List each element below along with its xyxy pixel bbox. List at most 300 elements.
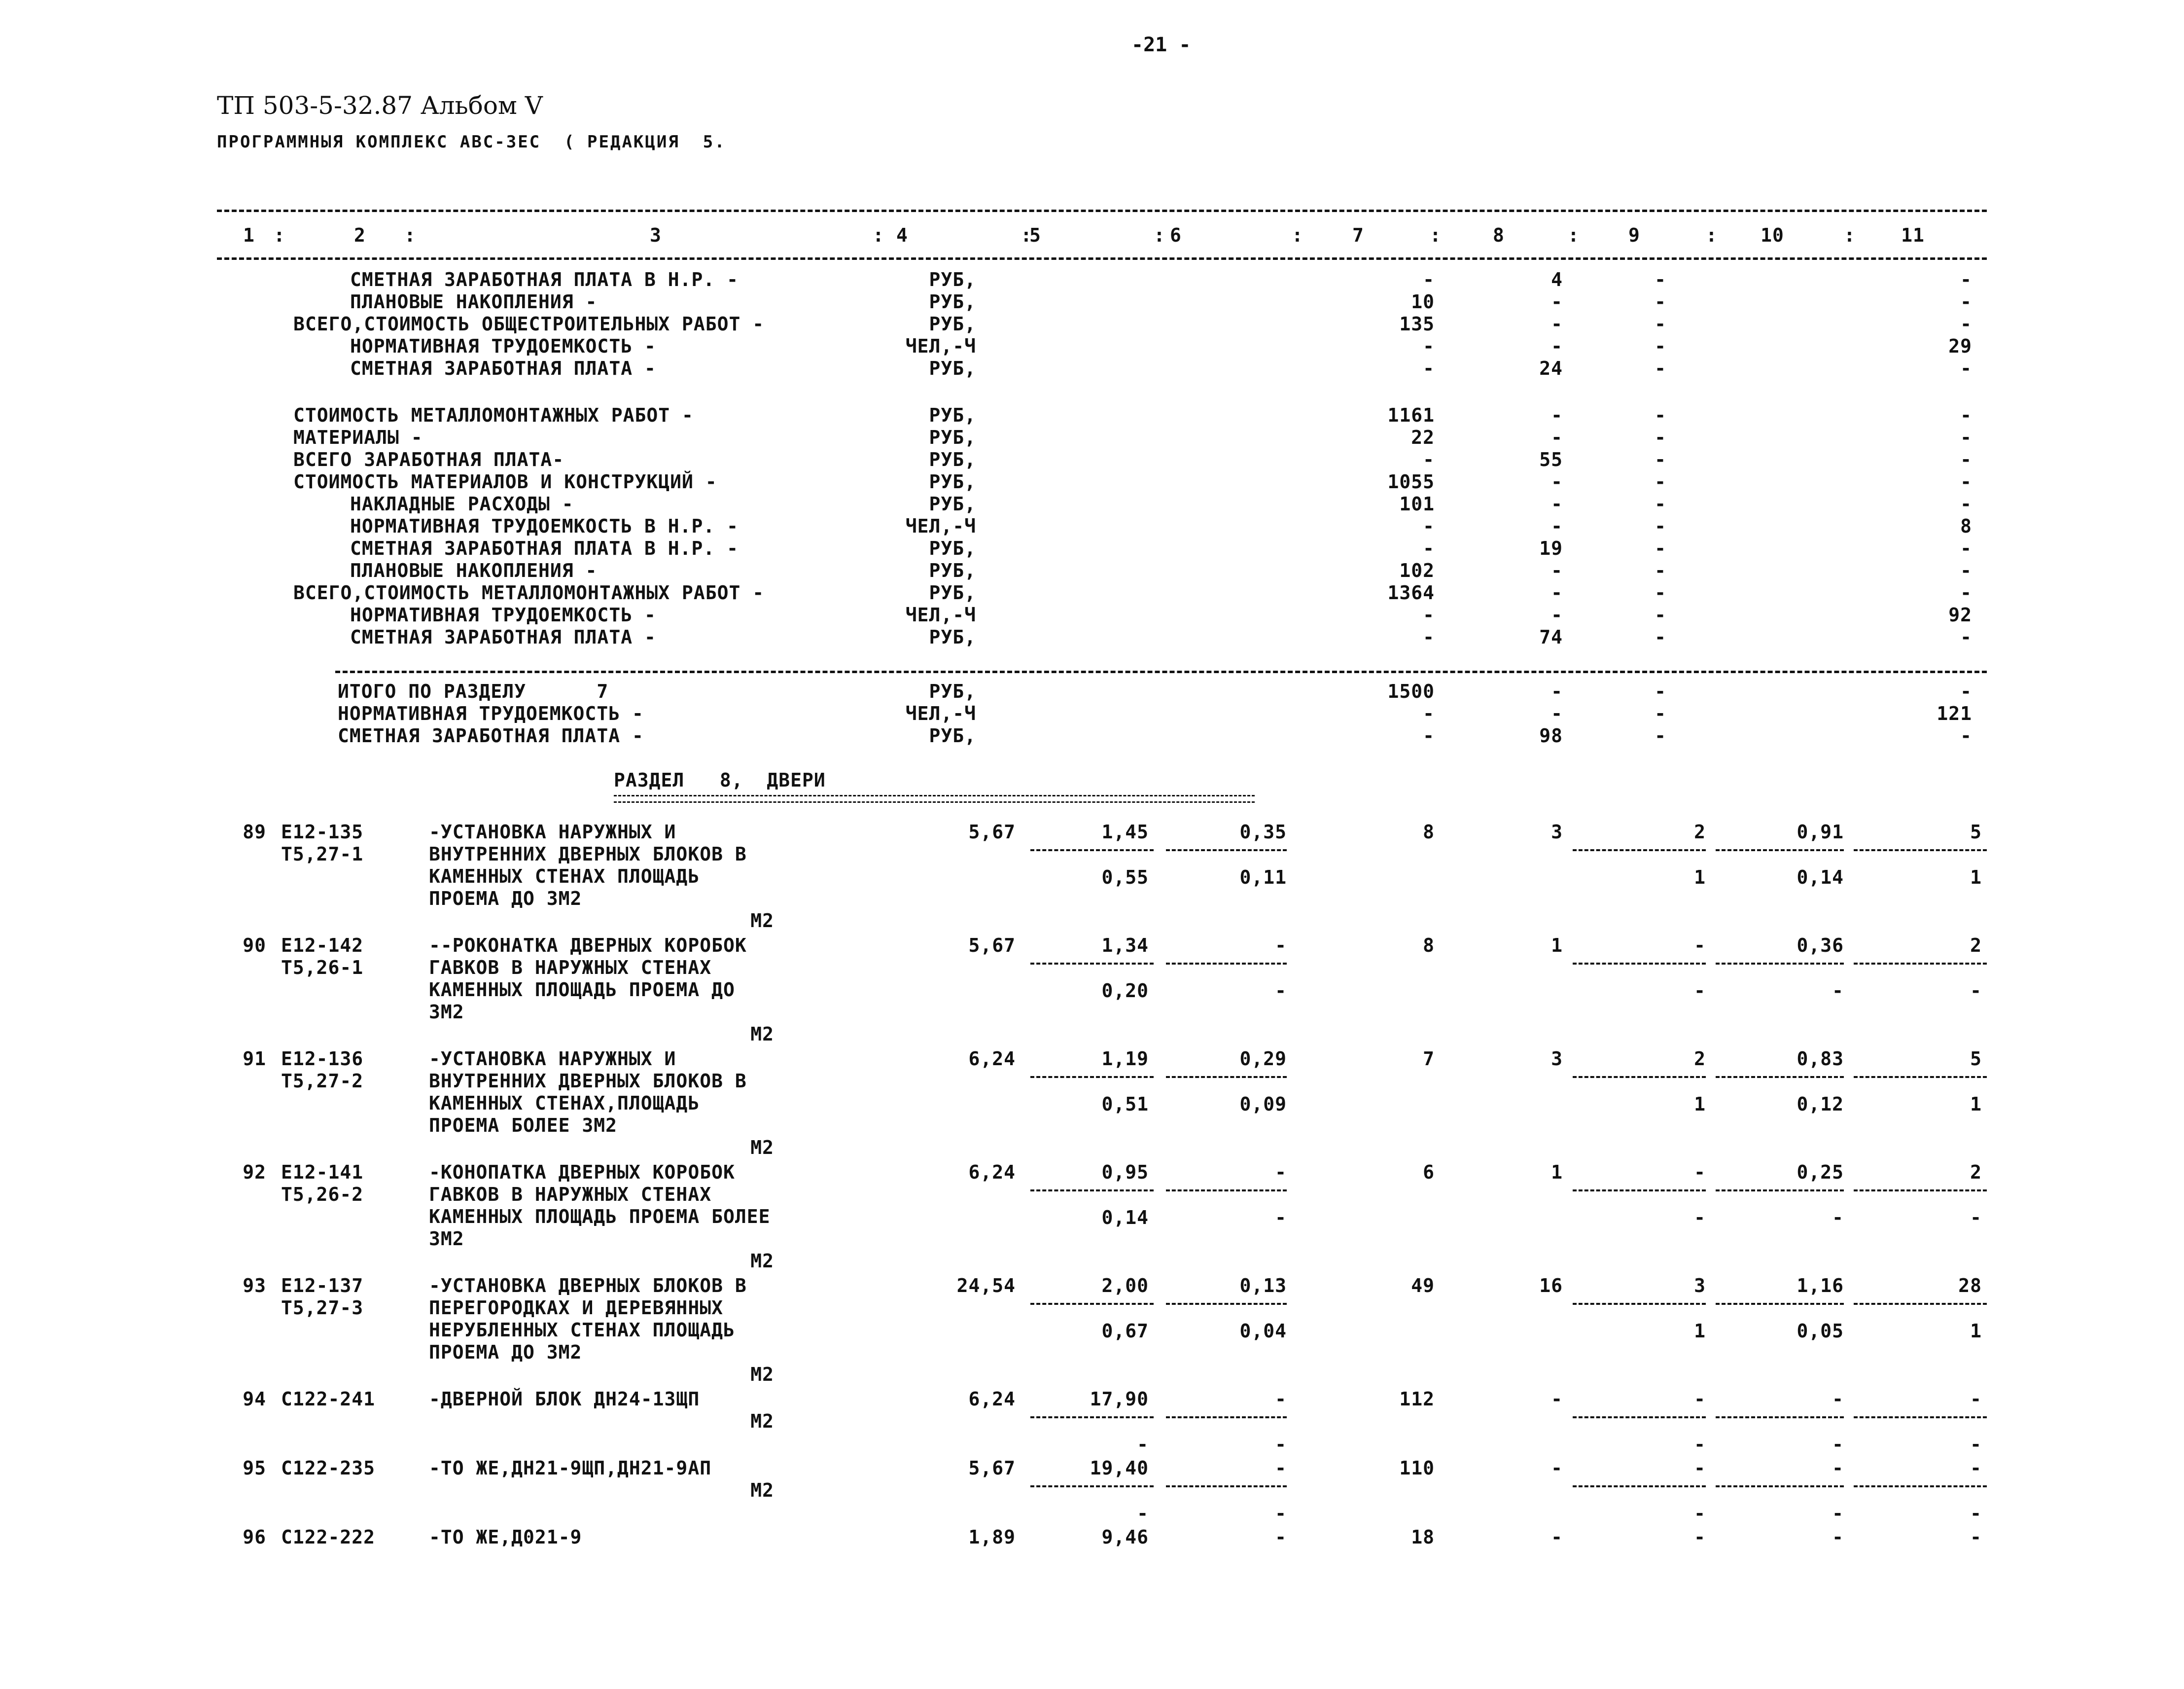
summary-unit: РУБ, [929, 626, 976, 648]
item-col9: 2 [1694, 821, 1706, 843]
summary-label: СМЕТНАЯ ЗАРАБОТНАЯ ПЛАТА В Н.Р. - [350, 538, 739, 559]
summary-col11: - [1960, 427, 1972, 448]
item-col11: 5 [1970, 821, 1982, 843]
item-col11: 5 [1970, 1048, 1982, 1070]
item-col5: 19,40 [1090, 1457, 1149, 1479]
summary-col9: - [1655, 515, 1666, 537]
item-description-line: ВНУТРЕННИХ ДВЕРНЫХ БЛОКОВ В [429, 1070, 747, 1092]
cell-divider-rule [1166, 1076, 1287, 1078]
column-header-2: 2 [354, 224, 366, 246]
item-col10: - [1832, 1388, 1844, 1410]
total-col7: - [1423, 725, 1435, 747]
cell-divider-rule [1854, 963, 1987, 965]
item-description-line: ГАВКОВ В НАРУЖНЫХ СТЕНАХ [429, 1184, 712, 1205]
total-col11: 121 [1937, 703, 1972, 724]
item-col11-secondary: - [1970, 1434, 1982, 1455]
item-col11: 28 [1958, 1275, 1982, 1296]
column-header-8: 8 [1493, 224, 1505, 246]
item-description-line: КАМЕННЫХ ПЛОЩАДЬ ПРОЕМА БОЛЕЕ [429, 1206, 771, 1227]
cell-divider-rule [1166, 849, 1287, 851]
summary-col11: 92 [1948, 604, 1972, 626]
item-col9: - [1694, 1457, 1706, 1479]
summary-col8: 19 [1539, 538, 1563, 559]
item-description-line: -УСТАНОВКА НАРУЖНЫХ И [429, 821, 676, 843]
summary-col8: - [1551, 560, 1563, 581]
summary-col8: - [1551, 471, 1563, 493]
summary-col11: - [1960, 582, 1972, 604]
item-description-line: -УСТАНОВКА НАРУЖНЫХ И [429, 1048, 676, 1070]
summary-col7: 135 [1399, 313, 1435, 335]
item-col4: 6,24 [968, 1161, 1016, 1183]
item-code: Е12-142 [281, 934, 364, 956]
item-col7: 49 [1411, 1275, 1435, 1296]
summary-col8: 55 [1539, 449, 1563, 470]
column-separator: : [1021, 224, 1032, 246]
item-col4: 5,67 [968, 934, 1016, 956]
item-col11: - [1970, 1526, 1982, 1548]
item-col5: 9,46 [1101, 1526, 1149, 1548]
item-col11: 2 [1970, 1161, 1982, 1183]
column-header-10: 10 [1761, 224, 1784, 246]
item-col8: 1 [1551, 1161, 1563, 1183]
item-number: 94 [243, 1388, 266, 1410]
item-col7: 8 [1423, 821, 1435, 843]
summary-label: СМЕТНАЯ ЗАРАБОТНАЯ ПЛАТА В Н.Р. - [350, 269, 739, 290]
total-label: НОРМАТИВНАЯ ТРУДОЕМКОСТЬ - [338, 703, 644, 724]
item-col4: 6,24 [968, 1048, 1016, 1070]
column-header-5: 5 [1029, 224, 1041, 246]
summary-unit: РУБ, [929, 404, 976, 426]
document-title: ТП 503-5-32.87 Альбом V [217, 91, 543, 120]
item-description-line: КАМЕННЫХ СТЕНАХ,ПЛОЩАДЬ [429, 1092, 700, 1114]
summary-col8: - [1551, 335, 1563, 357]
summary-col9: - [1655, 427, 1666, 448]
total-col9: - [1655, 703, 1666, 724]
cell-divider-rule [1716, 1416, 1844, 1418]
item-col11: - [1970, 1457, 1982, 1479]
summary-label: СТОИМОСТЬ МЕТАЛЛОМОНТАЖНЫХ РАБОТ - [293, 404, 694, 426]
item-col9-secondary: 1 [1694, 866, 1706, 888]
item-col4: 1,89 [968, 1526, 1016, 1548]
column-header-4: 4 [896, 224, 908, 246]
item-col5: 1,19 [1101, 1048, 1149, 1070]
cell-divider-rule [1166, 1416, 1287, 1418]
document-subtitle: ПРОГРАММНЫЯ КОМПЛЕКС АВС-3ЕС ( РЕДАКЦИЯ 5. [217, 132, 726, 152]
cell-divider-rule [1716, 1485, 1844, 1487]
item-col10: 0,91 [1797, 821, 1844, 843]
column-header-9: 9 [1628, 224, 1640, 246]
summary-unit: ЧЕЛ,-Ч [905, 335, 976, 357]
item-col6-secondary: 0,04 [1239, 1320, 1287, 1342]
summary-unit: РУБ, [929, 582, 976, 604]
summary-col9: - [1655, 449, 1666, 470]
item-col5-secondary: 0,67 [1101, 1320, 1149, 1342]
summary-col9: - [1655, 604, 1666, 626]
cell-divider-rule [1716, 1076, 1844, 1078]
item-description-line: -ТО ЖЕ,ДН21-9ЩП,ДН21-9АП [429, 1457, 712, 1479]
total-col11: - [1960, 681, 1972, 702]
cell-divider-rule [1854, 1485, 1987, 1487]
summary-unit: РУБ, [929, 449, 976, 470]
summary-col7: 1161 [1387, 404, 1435, 426]
item-col7: 110 [1399, 1457, 1435, 1479]
summary-col7: - [1423, 269, 1435, 290]
summary-col9: - [1655, 493, 1666, 515]
item-col8: - [1551, 1388, 1563, 1410]
summary-col11: - [1960, 358, 1972, 379]
item-code: С122-235 [281, 1457, 376, 1479]
item-number: 90 [243, 934, 266, 956]
item-unit: М2 [750, 910, 774, 932]
cell-divider-rule [1854, 849, 1987, 851]
summary-label: МАТЕРИАЛЫ - [293, 427, 423, 448]
cell-divider-rule [1573, 1076, 1706, 1078]
item-col4: 24,54 [956, 1275, 1016, 1296]
item-col5: 1,34 [1101, 934, 1149, 956]
column-separator: : [873, 224, 884, 246]
item-col6: 0,29 [1239, 1048, 1287, 1070]
item-col6: 0,13 [1239, 1275, 1287, 1296]
summary-col9: - [1655, 291, 1666, 313]
table-header-rule [217, 257, 1987, 260]
column-separator: : [1844, 224, 1856, 246]
item-number: 96 [243, 1526, 266, 1548]
summary-col9: - [1655, 358, 1666, 379]
summary-col9: - [1655, 269, 1666, 290]
item-code: С122-222 [281, 1526, 376, 1548]
item-code: Е12-137 [281, 1275, 364, 1296]
item-code: С122-241 [281, 1388, 376, 1410]
summary-col8: - [1551, 515, 1563, 537]
item-col9-secondary: 1 [1694, 1320, 1706, 1342]
item-code-secondary: Т5,27-2 [281, 1070, 364, 1092]
item-col11: - [1970, 1388, 1982, 1410]
item-col5-secondary: - [1137, 1434, 1149, 1455]
item-col5: 0,95 [1101, 1161, 1149, 1183]
summary-col7: - [1423, 604, 1435, 626]
total-col11: - [1960, 725, 1972, 747]
item-col10-secondary: - [1832, 1207, 1844, 1228]
item-col9: 3 [1694, 1275, 1706, 1296]
summary-col7: 22 [1411, 427, 1435, 448]
cell-divider-rule [1166, 1189, 1287, 1191]
cell-divider-rule [1030, 849, 1154, 851]
item-description-line: ГАВКОВ В НАРУЖНЫХ СТЕНАХ [429, 957, 712, 978]
item-col6: - [1275, 1388, 1287, 1410]
summary-label: ВСЕГО ЗАРАБОТНАЯ ПЛАТА- [293, 449, 564, 470]
cell-divider-rule [1854, 1303, 1987, 1305]
summary-label: ВСЕГО,СТОИМОСТЬ МЕТАЛЛОМОНТАЖНЫХ РАБОТ - [293, 582, 765, 604]
item-col6-secondary: 0,11 [1239, 866, 1287, 888]
section-title: РАЗДЕЛ 8, ДВЕРИ [614, 769, 826, 791]
item-col7: 8 [1423, 934, 1435, 956]
item-col9: 2 [1694, 1048, 1706, 1070]
summary-col7: 102 [1399, 560, 1435, 581]
total-col9: - [1655, 725, 1666, 747]
summary-col11: - [1960, 626, 1972, 648]
summary-unit: РУБ, [929, 560, 976, 581]
item-description-line: ПЕРЕГОРОДКАХ И ДЕРЕВЯННЫХ [429, 1297, 723, 1319]
summary-col9: - [1655, 313, 1666, 335]
summary-label: СМЕТНАЯ ЗАРАБОТНАЯ ПЛАТА - [350, 358, 656, 379]
item-col7: 112 [1399, 1388, 1435, 1410]
summary-col7: 1055 [1387, 471, 1435, 493]
page-number: -21 - [1131, 34, 1191, 56]
summary-col9: - [1655, 335, 1666, 357]
cell-divider-rule [1854, 1189, 1987, 1191]
item-col10-secondary: - [1832, 1503, 1844, 1524]
item-col7: 18 [1411, 1526, 1435, 1548]
summary-col11: - [1960, 560, 1972, 581]
summary-col7: - [1423, 449, 1435, 470]
item-code-secondary: Т5,27-3 [281, 1297, 364, 1319]
item-col10: 0,36 [1797, 934, 1844, 956]
cell-divider-rule [1573, 963, 1706, 965]
item-description-line: ПРОЕМА ДО 3М2 [429, 1341, 582, 1363]
summary-col7: - [1423, 538, 1435, 559]
column-separator: : [1706, 224, 1718, 246]
total-col8: 98 [1539, 725, 1563, 747]
item-description-line: КАМЕННЫХ ПЛОЩАДЬ ПРОЕМА ДО [429, 979, 735, 1001]
summary-col11: - [1960, 269, 1972, 290]
item-col10-secondary: 0,14 [1797, 866, 1844, 888]
item-description-line: -КОНОПАТКА ДВЕРНЫХ КОРОБОК [429, 1161, 735, 1183]
item-col10-secondary: - [1832, 980, 1844, 1002]
summary-col7: 10 [1411, 291, 1435, 313]
item-col10: 0,83 [1797, 1048, 1844, 1070]
item-col8: 16 [1539, 1275, 1563, 1296]
summary-col8: - [1551, 582, 1563, 604]
item-col4: 5,67 [968, 821, 1016, 843]
summary-col8: 74 [1539, 626, 1563, 648]
item-col5: 1,45 [1101, 821, 1149, 843]
item-col10-secondary: 0,05 [1797, 1320, 1844, 1342]
item-col5: 2,00 [1101, 1275, 1149, 1296]
summary-label: ВСЕГО,СТОИМОСТЬ ОБЩЕСТРОИТЕЛЬНЫХ РАБОТ - [293, 313, 765, 335]
item-col9: - [1694, 1161, 1706, 1183]
column-separator: : [1568, 224, 1580, 246]
summary-unit: РУБ, [929, 538, 976, 559]
item-col9: - [1694, 1388, 1706, 1410]
summary-col8: - [1551, 404, 1563, 426]
total-col7: 1500 [1387, 681, 1435, 702]
summary-label: НОРМАТИВНАЯ ТРУДОЕМКОСТЬ - [350, 335, 656, 357]
summary-unit: РУБ, [929, 427, 976, 448]
cell-divider-rule [1030, 963, 1154, 965]
item-col5: 17,90 [1090, 1388, 1149, 1410]
cell-divider-rule [1166, 1303, 1287, 1305]
summary-unit: ЧЕЛ,-Ч [905, 604, 976, 626]
summary-col11: - [1960, 538, 1972, 559]
item-col11-secondary: 1 [1970, 1093, 1982, 1115]
item-col7: 6 [1423, 1161, 1435, 1183]
item-col11-secondary: - [1970, 1207, 1982, 1228]
item-number: 89 [243, 821, 266, 843]
item-col11-secondary: 1 [1970, 866, 1982, 888]
item-col6-secondary: - [1275, 1207, 1287, 1228]
summary-col7: - [1423, 515, 1435, 537]
total-label: СМЕТНАЯ ЗАРАБОТНАЯ ПЛАТА - [338, 725, 644, 747]
column-header-1: 1 [243, 224, 255, 246]
section-end-rule [335, 671, 1987, 673]
item-col9-secondary: - [1694, 980, 1706, 1002]
total-unit: РУБ, [929, 681, 976, 702]
item-number: 92 [243, 1161, 266, 1183]
item-col9-secondary: - [1694, 1503, 1706, 1524]
column-header-6: 6 [1170, 224, 1182, 246]
item-col9: - [1694, 1526, 1706, 1548]
total-col8: - [1551, 681, 1563, 702]
item-unit: М2 [750, 1250, 774, 1272]
item-col11-secondary: - [1970, 980, 1982, 1002]
summary-label: ПЛАНОВЫЕ НАКОПЛЕНИЯ - [350, 560, 598, 581]
item-col8: 3 [1551, 821, 1563, 843]
item-description-line: ПРОЕМА БОЛЕЕ 3М2 [429, 1114, 618, 1136]
item-col6-secondary: - [1275, 1503, 1287, 1524]
item-col4: 6,24 [968, 1388, 1016, 1410]
cell-divider-rule [1166, 1485, 1287, 1487]
summary-col7: - [1423, 335, 1435, 357]
column-separator: : [1292, 224, 1303, 246]
cell-divider-rule [1573, 849, 1706, 851]
summary-label: СМЕТНАЯ ЗАРАБОТНАЯ ПЛАТА - [350, 626, 656, 648]
item-col10: - [1832, 1526, 1844, 1548]
item-col6: - [1275, 934, 1287, 956]
summary-col11: - [1960, 404, 1972, 426]
item-unit: М2 [750, 1023, 774, 1045]
column-header-7: 7 [1352, 224, 1364, 246]
item-code: Е12-141 [281, 1161, 364, 1183]
summary-col7: 1364 [1387, 582, 1435, 604]
summary-col11: - [1960, 449, 1972, 470]
cell-divider-rule [1030, 1303, 1154, 1305]
item-col7: 7 [1423, 1048, 1435, 1070]
total-col7: - [1423, 703, 1435, 724]
item-description-line: -УСТАНОВКА ДВЕРНЫХ БЛОКОВ В [429, 1275, 747, 1296]
cell-divider-rule [1573, 1416, 1706, 1418]
item-code-secondary: Т5,26-2 [281, 1184, 364, 1205]
summary-col9: - [1655, 404, 1666, 426]
item-col10-secondary: 0,12 [1797, 1093, 1844, 1115]
item-col8: 3 [1551, 1048, 1563, 1070]
summary-label: НОРМАТИВНАЯ ТРУДОЕМКОСТЬ В Н.Р. - [350, 515, 739, 537]
item-col8: - [1551, 1457, 1563, 1479]
summary-unit: РУБ, [929, 269, 976, 290]
cell-divider-rule [1030, 1416, 1154, 1418]
item-col6: 0,35 [1239, 821, 1287, 843]
summary-col8: - [1551, 313, 1563, 335]
item-col10: 0,25 [1797, 1161, 1844, 1183]
item-description-line: КАМЕННЫХ СТЕНАХ ПЛОЩАДЬ [429, 865, 700, 887]
cell-divider-rule [1573, 1485, 1706, 1487]
cell-divider-rule [1854, 1416, 1987, 1418]
item-col9-secondary: - [1694, 1434, 1706, 1455]
item-unit: М2 [750, 1410, 774, 1432]
item-code: Е12-136 [281, 1048, 364, 1070]
cell-divider-rule [1030, 1076, 1154, 1078]
item-col5-secondary: - [1137, 1503, 1149, 1524]
item-unit: М2 [750, 1364, 774, 1385]
total-label: ИТОГО ПО РАЗДЕЛУ 7 [338, 681, 609, 702]
cell-divider-rule [1166, 963, 1287, 965]
summary-unit: РУБ, [929, 313, 976, 335]
item-number: 95 [243, 1457, 266, 1479]
summary-label: НОРМАТИВНАЯ ТРУДОЕМКОСТЬ - [350, 604, 656, 626]
summary-col7: - [1423, 626, 1435, 648]
item-description-line: 3М2 [429, 1228, 464, 1250]
item-col10: - [1832, 1457, 1844, 1479]
summary-unit: ЧЕЛ,-Ч [905, 515, 976, 537]
summary-col9: - [1655, 471, 1666, 493]
item-unit: М2 [750, 1137, 774, 1158]
total-unit: РУБ, [929, 725, 976, 747]
cell-divider-rule [1573, 1303, 1706, 1305]
item-description-line: 3М2 [429, 1001, 464, 1023]
summary-col8: - [1551, 493, 1563, 515]
item-col11-secondary: - [1970, 1503, 1982, 1524]
item-col11-secondary: 1 [1970, 1320, 1982, 1342]
summary-unit: РУБ, [929, 291, 976, 313]
summary-col11: - [1960, 291, 1972, 313]
item-description-line: ПРОЕМА ДО 3М2 [429, 888, 582, 909]
item-col8: - [1551, 1526, 1563, 1548]
table-top-rule [217, 210, 1987, 212]
summary-col11: - [1960, 313, 1972, 335]
summary-col9: - [1655, 582, 1666, 604]
item-unit: М2 [750, 1479, 774, 1501]
summary-unit: РУБ, [929, 471, 976, 493]
item-col5-secondary: 0,51 [1101, 1093, 1149, 1115]
summary-label: СТОИМОСТЬ МАТЕРИАЛОВ И КОНСТРУКЦИЙ - [293, 471, 717, 493]
summary-col7: - [1423, 358, 1435, 379]
summary-col11: - [1960, 493, 1972, 515]
cell-divider-rule [1854, 1076, 1987, 1078]
item-description-line: -ТО ЖЕ,Д021-9 [429, 1526, 582, 1548]
item-code: Е12-135 [281, 821, 364, 843]
item-number: 93 [243, 1275, 266, 1296]
item-col10-secondary: - [1832, 1434, 1844, 1455]
item-col11: 2 [1970, 934, 1982, 956]
item-code-secondary: Т5,27-1 [281, 843, 364, 865]
item-col8: 1 [1551, 934, 1563, 956]
column-separator: : [1430, 224, 1442, 246]
cell-divider-rule [1716, 1303, 1844, 1305]
cell-divider-rule [1573, 1189, 1706, 1191]
total-col9: - [1655, 681, 1666, 702]
total-col8: - [1551, 703, 1563, 724]
column-separator: : [274, 224, 285, 246]
item-col6: - [1275, 1457, 1287, 1479]
summary-unit: РУБ, [929, 358, 976, 379]
item-col9: - [1694, 934, 1706, 956]
item-col6: - [1275, 1161, 1287, 1183]
item-code-secondary: Т5,26-1 [281, 957, 364, 978]
summary-col11: 8 [1960, 515, 1972, 537]
summary-col11: - [1960, 471, 1972, 493]
total-unit: ЧЕЛ,-Ч [905, 703, 976, 724]
item-col9-secondary: 1 [1694, 1093, 1706, 1115]
item-col5-secondary: 0,55 [1101, 866, 1149, 888]
cell-divider-rule [1716, 963, 1844, 965]
summary-col9: - [1655, 560, 1666, 581]
item-col5-secondary: 0,14 [1101, 1207, 1149, 1228]
summary-col8: - [1551, 604, 1563, 626]
summary-unit: РУБ, [929, 493, 976, 515]
item-col6-secondary: - [1275, 980, 1287, 1002]
summary-col8: - [1551, 427, 1563, 448]
item-col9-secondary: - [1694, 1207, 1706, 1228]
column-separator: : [404, 224, 416, 246]
